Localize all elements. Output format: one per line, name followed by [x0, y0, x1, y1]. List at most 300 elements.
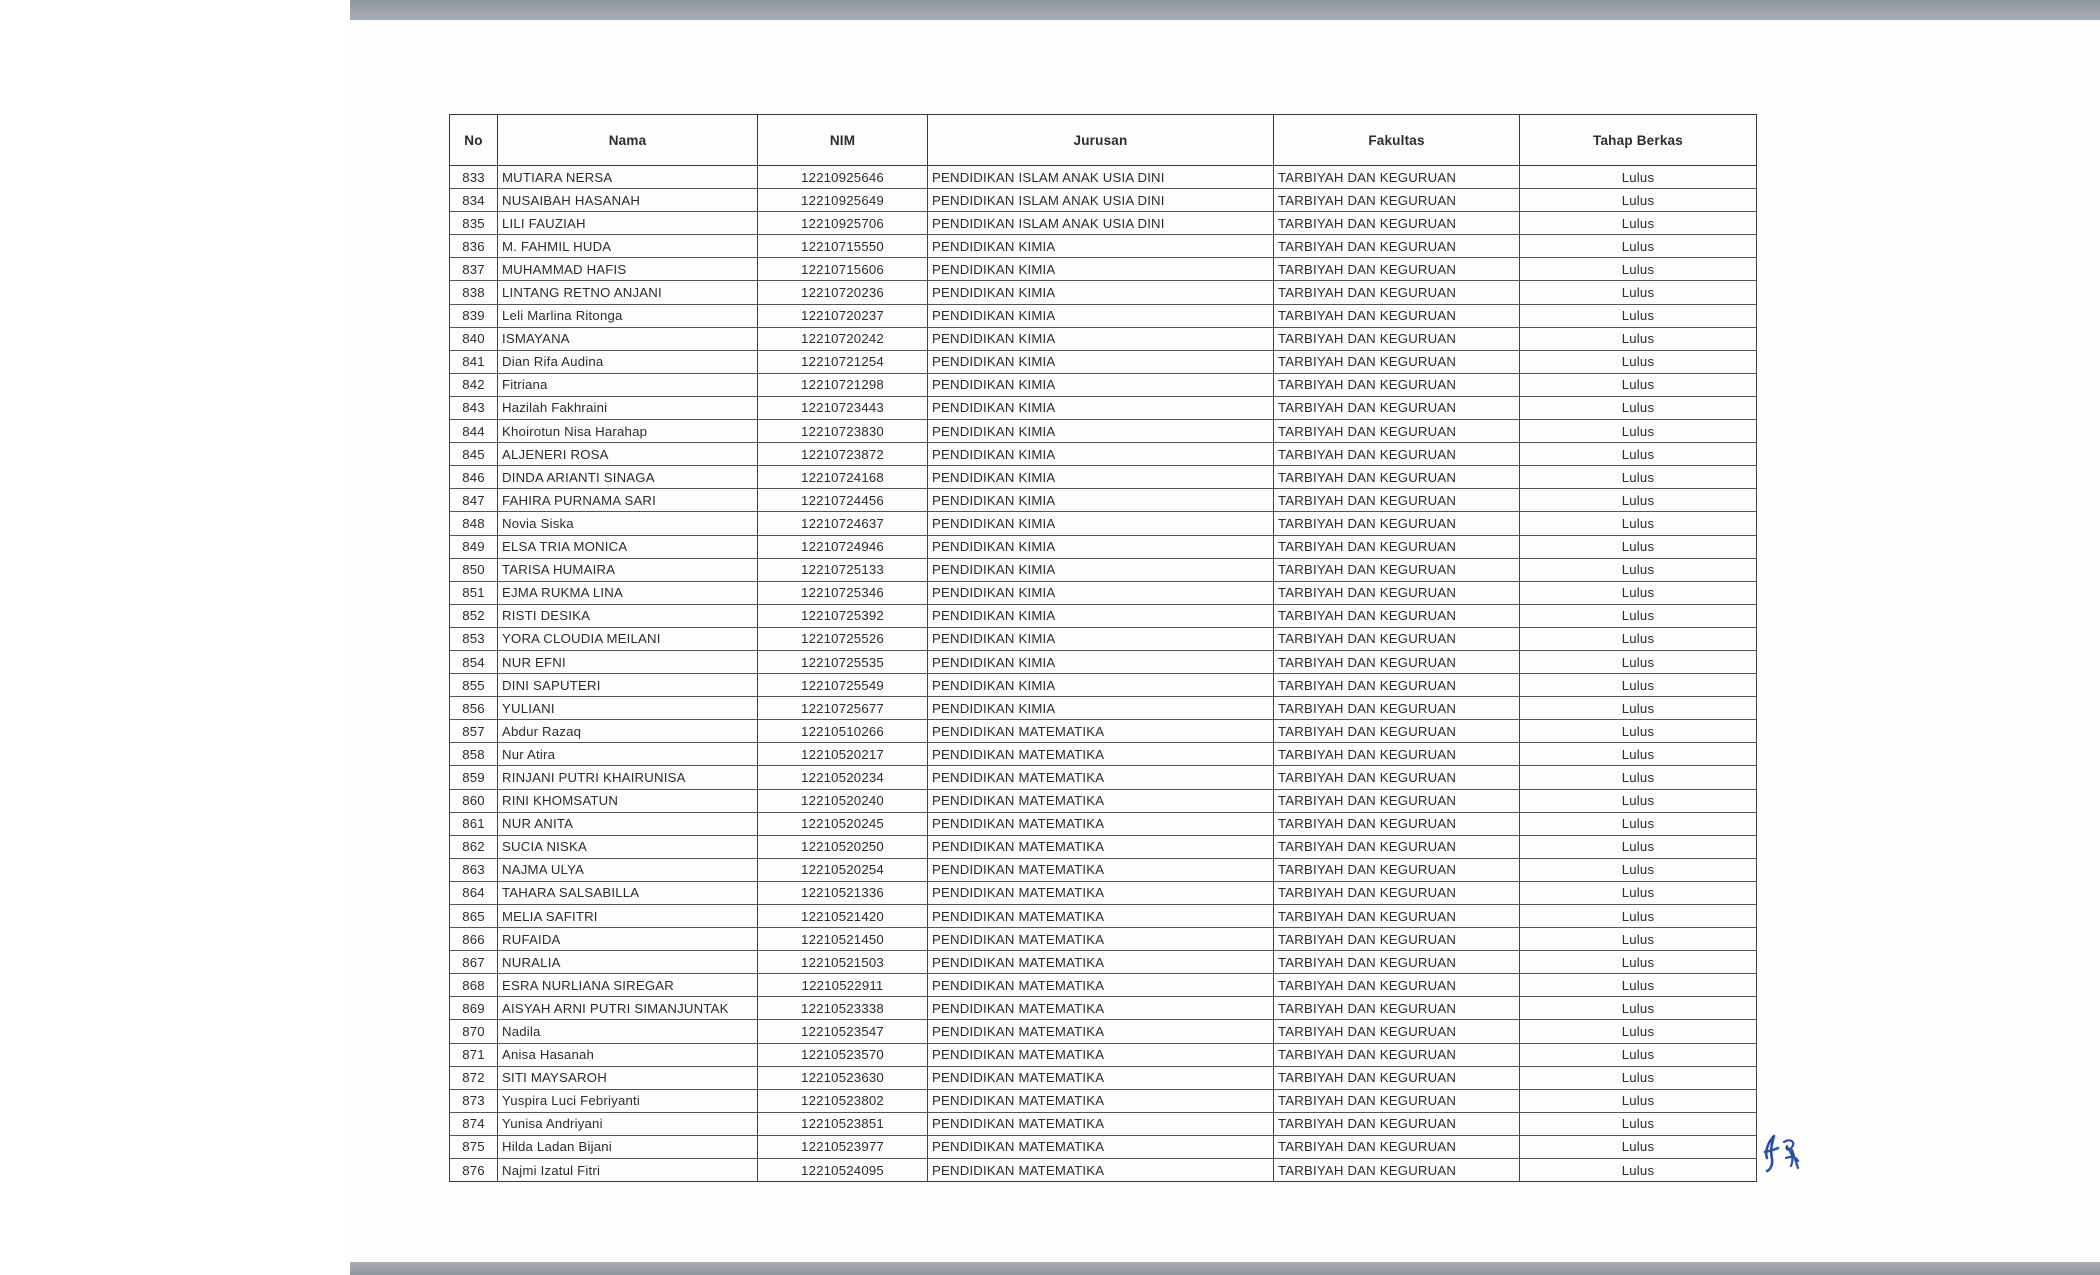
cell-nim: 12210723830: [758, 420, 928, 443]
cell-no: 848: [450, 512, 498, 535]
cell-nim: 12210520250: [758, 835, 928, 858]
cell-nim: 12210724456: [758, 489, 928, 512]
cell-nama: DINI SAPUTERI: [498, 674, 758, 697]
cell-no: 851: [450, 581, 498, 604]
cell-nim: 12210725535: [758, 650, 928, 673]
cell-fakultas: TARBIYAH DAN KEGURUAN: [1274, 396, 1520, 419]
cell-tahap-berkas: Lulus: [1520, 697, 1757, 720]
cell-no: 847: [450, 489, 498, 512]
cell-jurusan: PENDIDIKAN MATEMATIKA: [928, 881, 1274, 904]
cell-jurusan: PENDIDIKAN KIMIA: [928, 420, 1274, 443]
cell-no: 861: [450, 812, 498, 835]
cell-jurusan: PENDIDIKAN MATEMATIKA: [928, 720, 1274, 743]
cell-no: 871: [450, 1043, 498, 1066]
cell-jurusan: PENDIDIKAN KIMIA: [928, 604, 1274, 627]
cell-fakultas: TARBIYAH DAN KEGURUAN: [1274, 858, 1520, 881]
cell-jurusan: PENDIDIKAN MATEMATIKA: [928, 1066, 1274, 1089]
cell-fakultas: TARBIYAH DAN KEGURUAN: [1274, 1112, 1520, 1135]
table-row: [450, 420, 1757, 443]
cell-nim: 12210520234: [758, 766, 928, 789]
cell-nim: 12210721298: [758, 373, 928, 396]
cell-jurusan: PENDIDIKAN KIMIA: [928, 281, 1274, 304]
header-nama: Nama: [498, 115, 758, 166]
cell-nama: LINTANG RETNO ANJANI: [498, 281, 758, 304]
cell-no: 868: [450, 974, 498, 997]
cell-no: 835: [450, 212, 498, 235]
cell-no: 843: [450, 396, 498, 419]
cell-tahap-berkas: Lulus: [1520, 1159, 1757, 1182]
cell-fakultas: TARBIYAH DAN KEGURUAN: [1274, 766, 1520, 789]
table-row: [450, 212, 1757, 235]
cell-tahap-berkas: Lulus: [1520, 627, 1757, 650]
cell-nim: 12210520245: [758, 812, 928, 835]
table-body: [450, 166, 1757, 1182]
cell-no: 855: [450, 674, 498, 697]
cell-nim: 12210725392: [758, 604, 928, 627]
cell-fakultas: TARBIYAH DAN KEGURUAN: [1274, 951, 1520, 974]
cell-nim: 12210724637: [758, 512, 928, 535]
cell-tahap-berkas: Lulus: [1520, 789, 1757, 812]
table-row: [450, 974, 1757, 997]
table-row: [450, 189, 1757, 212]
table-row: [450, 858, 1757, 881]
cell-tahap-berkas: Lulus: [1520, 489, 1757, 512]
cell-tahap-berkas: Lulus: [1520, 350, 1757, 373]
cell-nim: 12210925649: [758, 189, 928, 212]
cell-no: 849: [450, 535, 498, 558]
cell-jurusan: PENDIDIKAN MATEMATIKA: [928, 1135, 1274, 1158]
cell-nama: TARISA HUMAIRA: [498, 558, 758, 581]
cell-fakultas: TARBIYAH DAN KEGURUAN: [1274, 1020, 1520, 1043]
cell-tahap-berkas: Lulus: [1520, 766, 1757, 789]
cell-no: 869: [450, 997, 498, 1020]
cell-tahap-berkas: Lulus: [1520, 743, 1757, 766]
cell-fakultas: TARBIYAH DAN KEGURUAN: [1274, 535, 1520, 558]
cell-no: 839: [450, 304, 498, 327]
cell-nim: 12210724946: [758, 535, 928, 558]
table-row: [450, 812, 1757, 835]
table-row: [450, 905, 1757, 928]
cell-nama: RINI KHOMSATUN: [498, 789, 758, 812]
cell-nim: 12210521336: [758, 881, 928, 904]
cell-nama: AISYAH ARNI PUTRI SIMANJUNTAK: [498, 997, 758, 1020]
cell-tahap-berkas: Lulus: [1520, 812, 1757, 835]
cell-no: 870: [450, 1020, 498, 1043]
cell-jurusan: PENDIDIKAN MATEMATIKA: [928, 858, 1274, 881]
cell-fakultas: TARBIYAH DAN KEGURUAN: [1274, 327, 1520, 350]
cell-no: 853: [450, 627, 498, 650]
table-row: [450, 650, 1757, 673]
cell-nim: 12210520217: [758, 743, 928, 766]
cell-no: 859: [450, 766, 498, 789]
cell-jurusan: PENDIDIKAN MATEMATIKA: [928, 789, 1274, 812]
table-row: [450, 1066, 1757, 1089]
cell-jurusan: PENDIDIKAN KIMIA: [928, 258, 1274, 281]
cell-fakultas: TARBIYAH DAN KEGURUAN: [1274, 812, 1520, 835]
cell-jurusan: PENDIDIKAN KIMIA: [928, 650, 1274, 673]
cell-nama: ALJENERI ROSA: [498, 443, 758, 466]
cell-nim: 12210521503: [758, 951, 928, 974]
cell-nama: EJMA RUKMA LINA: [498, 581, 758, 604]
table-row: [450, 951, 1757, 974]
student-results-table: [449, 114, 1757, 1182]
cell-fakultas: TARBIYAH DAN KEGURUAN: [1274, 604, 1520, 627]
cell-no: 842: [450, 373, 498, 396]
cell-jurusan: PENDIDIKAN MATEMATIKA: [928, 928, 1274, 951]
cell-fakultas: TARBIYAH DAN KEGURUAN: [1274, 281, 1520, 304]
cell-fakultas: TARBIYAH DAN KEGURUAN: [1274, 835, 1520, 858]
cell-nama: Hilda Ladan Bijani: [498, 1135, 758, 1158]
table-row: [450, 558, 1757, 581]
table-header-row: [450, 115, 1757, 166]
cell-nama: ESRA NURLIANA SIREGAR: [498, 974, 758, 997]
cell-jurusan: PENDIDIKAN ISLAM ANAK USIA DINI: [928, 212, 1274, 235]
cell-nama: NUR ANITA: [498, 812, 758, 835]
cell-jurusan: PENDIDIKAN KIMIA: [928, 627, 1274, 650]
cell-nama: YORA CLOUDIA MEILANI: [498, 627, 758, 650]
cell-nama: Yunisa Andriyani: [498, 1112, 758, 1135]
cell-tahap-berkas: Lulus: [1520, 604, 1757, 627]
cell-tahap-berkas: Lulus: [1520, 581, 1757, 604]
cell-jurusan: PENDIDIKAN KIMIA: [928, 373, 1274, 396]
cell-no: 863: [450, 858, 498, 881]
cell-jurusan: PENDIDIKAN MATEMATIKA: [928, 766, 1274, 789]
table-row: [450, 1159, 1757, 1182]
cell-nim: 12210521450: [758, 928, 928, 951]
table-row: [450, 466, 1757, 489]
cell-nama: Nadila: [498, 1020, 758, 1043]
cell-no: 836: [450, 235, 498, 258]
cell-tahap-berkas: Lulus: [1520, 1043, 1757, 1066]
table-row: [450, 350, 1757, 373]
table-row: [450, 443, 1757, 466]
cell-tahap-berkas: Lulus: [1520, 835, 1757, 858]
cell-fakultas: TARBIYAH DAN KEGURUAN: [1274, 789, 1520, 812]
cell-tahap-berkas: Lulus: [1520, 674, 1757, 697]
cell-tahap-berkas: Lulus: [1520, 373, 1757, 396]
table-row: [450, 304, 1757, 327]
cell-nama: Novia Siska: [498, 512, 758, 535]
cell-nim: 12210523547: [758, 1020, 928, 1043]
cell-nim: 12210521420: [758, 905, 928, 928]
cell-fakultas: TARBIYAH DAN KEGURUAN: [1274, 581, 1520, 604]
cell-fakultas: TARBIYAH DAN KEGURUAN: [1274, 1043, 1520, 1066]
cell-tahap-berkas: Lulus: [1520, 512, 1757, 535]
cell-fakultas: TARBIYAH DAN KEGURUAN: [1274, 373, 1520, 396]
table-row: [450, 235, 1757, 258]
cell-fakultas: TARBIYAH DAN KEGURUAN: [1274, 466, 1520, 489]
cell-fakultas: TARBIYAH DAN KEGURUAN: [1274, 650, 1520, 673]
header-nim: NIM: [758, 115, 928, 166]
cell-jurusan: PENDIDIKAN MATEMATIKA: [928, 974, 1274, 997]
cell-tahap-berkas: Lulus: [1520, 166, 1757, 189]
cell-tahap-berkas: Lulus: [1520, 1066, 1757, 1089]
cell-nim: 12210720236: [758, 281, 928, 304]
cell-jurusan: PENDIDIKAN MATEMATIKA: [928, 835, 1274, 858]
cell-tahap-berkas: Lulus: [1520, 396, 1757, 419]
cell-nim: 12210522911: [758, 974, 928, 997]
cell-jurusan: PENDIDIKAN KIMIA: [928, 581, 1274, 604]
cell-nim: 12210725133: [758, 558, 928, 581]
cell-nim: 12210723872: [758, 443, 928, 466]
cell-jurusan: PENDIDIKAN KIMIA: [928, 396, 1274, 419]
table-row: [450, 1089, 1757, 1112]
cell-no: 856: [450, 697, 498, 720]
cell-tahap-berkas: Lulus: [1520, 881, 1757, 904]
cell-fakultas: TARBIYAH DAN KEGURUAN: [1274, 743, 1520, 766]
table-row: [450, 766, 1757, 789]
cell-fakultas: TARBIYAH DAN KEGURUAN: [1274, 558, 1520, 581]
cell-nim: 12210715550: [758, 235, 928, 258]
cell-no: 860: [450, 789, 498, 812]
table-row: [450, 835, 1757, 858]
cell-fakultas: TARBIYAH DAN KEGURUAN: [1274, 350, 1520, 373]
cell-nim: 12210725526: [758, 627, 928, 650]
cell-nim: 12210725677: [758, 697, 928, 720]
cell-no: 862: [450, 835, 498, 858]
cell-nim: 12210720237: [758, 304, 928, 327]
table-row: [450, 627, 1757, 650]
cell-nama: RUFAIDA: [498, 928, 758, 951]
table-row: [450, 674, 1757, 697]
cell-fakultas: TARBIYAH DAN KEGURUAN: [1274, 881, 1520, 904]
cell-jurusan: PENDIDIKAN KIMIA: [928, 327, 1274, 350]
table-row: [450, 1112, 1757, 1135]
cell-no: 844: [450, 420, 498, 443]
table-row: [450, 581, 1757, 604]
cell-nama: Yuspira Luci Febriyanti: [498, 1089, 758, 1112]
cell-nama: RINJANI PUTRI KHAIRUNISA: [498, 766, 758, 789]
cell-no: 874: [450, 1112, 498, 1135]
cell-tahap-berkas: Lulus: [1520, 858, 1757, 881]
cell-nim: 12210724168: [758, 466, 928, 489]
cell-fakultas: TARBIYAH DAN KEGURUAN: [1274, 235, 1520, 258]
table-row: [450, 997, 1757, 1020]
cell-no: 858: [450, 743, 498, 766]
cell-tahap-berkas: Lulus: [1520, 258, 1757, 281]
cell-nama: RISTI DESIKA: [498, 604, 758, 627]
cell-nama: Najmi Izatul Fitri: [498, 1159, 758, 1182]
cell-nim: 12210520240: [758, 789, 928, 812]
cell-no: 837: [450, 258, 498, 281]
cell-fakultas: TARBIYAH DAN KEGURUAN: [1274, 1066, 1520, 1089]
cell-fakultas: TARBIYAH DAN KEGURUAN: [1274, 697, 1520, 720]
cell-fakultas: TARBIYAH DAN KEGURUAN: [1274, 720, 1520, 743]
table-row: [450, 281, 1757, 304]
cell-tahap-berkas: Lulus: [1520, 1020, 1757, 1043]
cell-jurusan: PENDIDIKAN ISLAM ANAK USIA DINI: [928, 189, 1274, 212]
cell-fakultas: TARBIYAH DAN KEGURUAN: [1274, 443, 1520, 466]
cell-tahap-berkas: Lulus: [1520, 189, 1757, 212]
cell-nama: MELIA SAFITRI: [498, 905, 758, 928]
cell-jurusan: PENDIDIKAN MATEMATIKA: [928, 1089, 1274, 1112]
cell-no: 872: [450, 1066, 498, 1089]
table-row: [450, 258, 1757, 281]
cell-fakultas: TARBIYAH DAN KEGURUAN: [1274, 166, 1520, 189]
cell-nama: NUSAIBAH HASANAH: [498, 189, 758, 212]
cell-tahap-berkas: Lulus: [1520, 720, 1757, 743]
table-row: [450, 396, 1757, 419]
cell-tahap-berkas: Lulus: [1520, 905, 1757, 928]
cell-jurusan: PENDIDIKAN MATEMATIKA: [928, 1159, 1274, 1182]
handwritten-signature-icon: [1758, 1128, 1808, 1174]
cell-nim: 12210925706: [758, 212, 928, 235]
header-jurusan: Jurusan: [928, 115, 1274, 166]
cell-jurusan: PENDIDIKAN MATEMATIKA: [928, 1112, 1274, 1135]
cell-jurusan: PENDIDIKAN KIMIA: [928, 304, 1274, 327]
header-fakultas: Fakultas: [1274, 115, 1520, 166]
cell-fakultas: TARBIYAH DAN KEGURUAN: [1274, 674, 1520, 697]
cell-fakultas: TARBIYAH DAN KEGURUAN: [1274, 512, 1520, 535]
cell-nama: Dian Rifa Audina: [498, 350, 758, 373]
cell-nama: Nur Atira: [498, 743, 758, 766]
table-row: [450, 881, 1757, 904]
cell-jurusan: PENDIDIKAN KIMIA: [928, 443, 1274, 466]
table-row: [450, 373, 1757, 396]
cell-tahap-berkas: Lulus: [1520, 974, 1757, 997]
cell-no: 838: [450, 281, 498, 304]
table-row: [450, 512, 1757, 535]
cell-no: 840: [450, 327, 498, 350]
cell-no: 857: [450, 720, 498, 743]
cell-fakultas: TARBIYAH DAN KEGURUAN: [1274, 420, 1520, 443]
cell-nim: 12210925646: [758, 166, 928, 189]
table-row: [450, 928, 1757, 951]
table-row: [450, 697, 1757, 720]
cell-nama: ISMAYANA: [498, 327, 758, 350]
cell-fakultas: TARBIYAH DAN KEGURUAN: [1274, 304, 1520, 327]
table-row: [450, 1020, 1757, 1043]
cell-nim: 12210523977: [758, 1135, 928, 1158]
table-row: [450, 489, 1757, 512]
table-row: [450, 1135, 1757, 1158]
cell-no: 841: [450, 350, 498, 373]
cell-no: 852: [450, 604, 498, 627]
cell-no: 846: [450, 466, 498, 489]
cell-no: 866: [450, 928, 498, 951]
cell-jurusan: PENDIDIKAN MATEMATIKA: [928, 905, 1274, 928]
cell-no: 875: [450, 1135, 498, 1158]
cell-nama: NUR EFNI: [498, 650, 758, 673]
cell-nama: YULIANI: [498, 697, 758, 720]
cell-jurusan: PENDIDIKAN KIMIA: [928, 466, 1274, 489]
cell-nim: 12210720242: [758, 327, 928, 350]
cell-jurusan: PENDIDIKAN KIMIA: [928, 674, 1274, 697]
cell-fakultas: TARBIYAH DAN KEGURUAN: [1274, 189, 1520, 212]
cell-nim: 12210523630: [758, 1066, 928, 1089]
cell-jurusan: PENDIDIKAN MATEMATIKA: [928, 1043, 1274, 1066]
cell-nim: 12210523851: [758, 1112, 928, 1135]
cell-tahap-berkas: Lulus: [1520, 558, 1757, 581]
table-row: [450, 604, 1757, 627]
table-row: [450, 327, 1757, 350]
cell-fakultas: TARBIYAH DAN KEGURUAN: [1274, 258, 1520, 281]
cell-nim: 12210725346: [758, 581, 928, 604]
cell-nim: 12210723443: [758, 396, 928, 419]
scanner-top-edge: [350, 0, 2100, 20]
cell-jurusan: PENDIDIKAN KIMIA: [928, 535, 1274, 558]
cell-jurusan: PENDIDIKAN KIMIA: [928, 235, 1274, 258]
cell-tahap-berkas: Lulus: [1520, 650, 1757, 673]
cell-jurusan: PENDIDIKAN MATEMATIKA: [928, 951, 1274, 974]
cell-nim: 12210721254: [758, 350, 928, 373]
cell-tahap-berkas: Lulus: [1520, 327, 1757, 350]
cell-nama: MUTIARA NERSA: [498, 166, 758, 189]
cell-nim: 12210523802: [758, 1089, 928, 1112]
cell-tahap-berkas: Lulus: [1520, 212, 1757, 235]
cell-jurusan: PENDIDIKAN ISLAM ANAK USIA DINI: [928, 166, 1274, 189]
cell-nama: ELSA TRIA MONICA: [498, 535, 758, 558]
cell-nim: 12210523338: [758, 997, 928, 1020]
cell-no: 845: [450, 443, 498, 466]
cell-fakultas: TARBIYAH DAN KEGURUAN: [1274, 212, 1520, 235]
cell-nim: 12210510266: [758, 720, 928, 743]
header-tahap-berkas: Tahap Berkas: [1520, 115, 1757, 166]
cell-nama: MUHAMMAD HAFIS: [498, 258, 758, 281]
cell-nama: NURALIA: [498, 951, 758, 974]
cell-nim: 12210523570: [758, 1043, 928, 1066]
cell-tahap-berkas: Lulus: [1520, 235, 1757, 258]
cell-jurusan: PENDIDIKAN MATEMATIKA: [928, 1020, 1274, 1043]
cell-no: 834: [450, 189, 498, 212]
cell-jurusan: PENDIDIKAN KIMIA: [928, 558, 1274, 581]
cell-tahap-berkas: Lulus: [1520, 928, 1757, 951]
cell-tahap-berkas: Lulus: [1520, 281, 1757, 304]
cell-nama: DINDA ARIANTI SINAGA: [498, 466, 758, 489]
cell-nama: Fitriana: [498, 373, 758, 396]
cell-fakultas: TARBIYAH DAN KEGURUAN: [1274, 1159, 1520, 1182]
cell-nama: SITI MAYSAROH: [498, 1066, 758, 1089]
cell-nama: LILI FAUZIAH: [498, 212, 758, 235]
cell-nim: 12210715606: [758, 258, 928, 281]
cell-tahap-berkas: Lulus: [1520, 951, 1757, 974]
cell-no: 850: [450, 558, 498, 581]
cell-nim: 12210520254: [758, 858, 928, 881]
table-row: [450, 789, 1757, 812]
cell-jurusan: PENDIDIKAN KIMIA: [928, 350, 1274, 373]
cell-fakultas: TARBIYAH DAN KEGURUAN: [1274, 928, 1520, 951]
cell-nim: 12210725549: [758, 674, 928, 697]
cell-tahap-berkas: Lulus: [1520, 1089, 1757, 1112]
cell-tahap-berkas: Lulus: [1520, 1112, 1757, 1135]
cell-fakultas: TARBIYAH DAN KEGURUAN: [1274, 627, 1520, 650]
cell-nama: Hazilah Fakhraini: [498, 396, 758, 419]
cell-nama: Leli Marlina Ritonga: [498, 304, 758, 327]
cell-nama: TAHARA SALSABILLA: [498, 881, 758, 904]
cell-tahap-berkas: Lulus: [1520, 1135, 1757, 1158]
cell-nim: 12210524095: [758, 1159, 928, 1182]
cell-jurusan: PENDIDIKAN KIMIA: [928, 512, 1274, 535]
cell-fakultas: TARBIYAH DAN KEGURUAN: [1274, 1089, 1520, 1112]
cell-no: 865: [450, 905, 498, 928]
table-row: [450, 166, 1757, 189]
cell-jurusan: PENDIDIKAN MATEMATIKA: [928, 997, 1274, 1020]
cell-nama: SUCIA NISKA: [498, 835, 758, 858]
cell-nama: M. FAHMIL HUDA: [498, 235, 758, 258]
cell-tahap-berkas: Lulus: [1520, 420, 1757, 443]
cell-no: 833: [450, 166, 498, 189]
cell-nama: NAJMA ULYA: [498, 858, 758, 881]
cell-no: 873: [450, 1089, 498, 1112]
cell-tahap-berkas: Lulus: [1520, 466, 1757, 489]
cell-tahap-berkas: Lulus: [1520, 997, 1757, 1020]
table-row: [450, 535, 1757, 558]
cell-jurusan: PENDIDIKAN KIMIA: [928, 489, 1274, 512]
cell-no: 876: [450, 1159, 498, 1182]
cell-no: 867: [450, 951, 498, 974]
cell-fakultas: TARBIYAH DAN KEGURUAN: [1274, 1135, 1520, 1158]
cell-nama: Khoirotun Nisa Harahap: [498, 420, 758, 443]
